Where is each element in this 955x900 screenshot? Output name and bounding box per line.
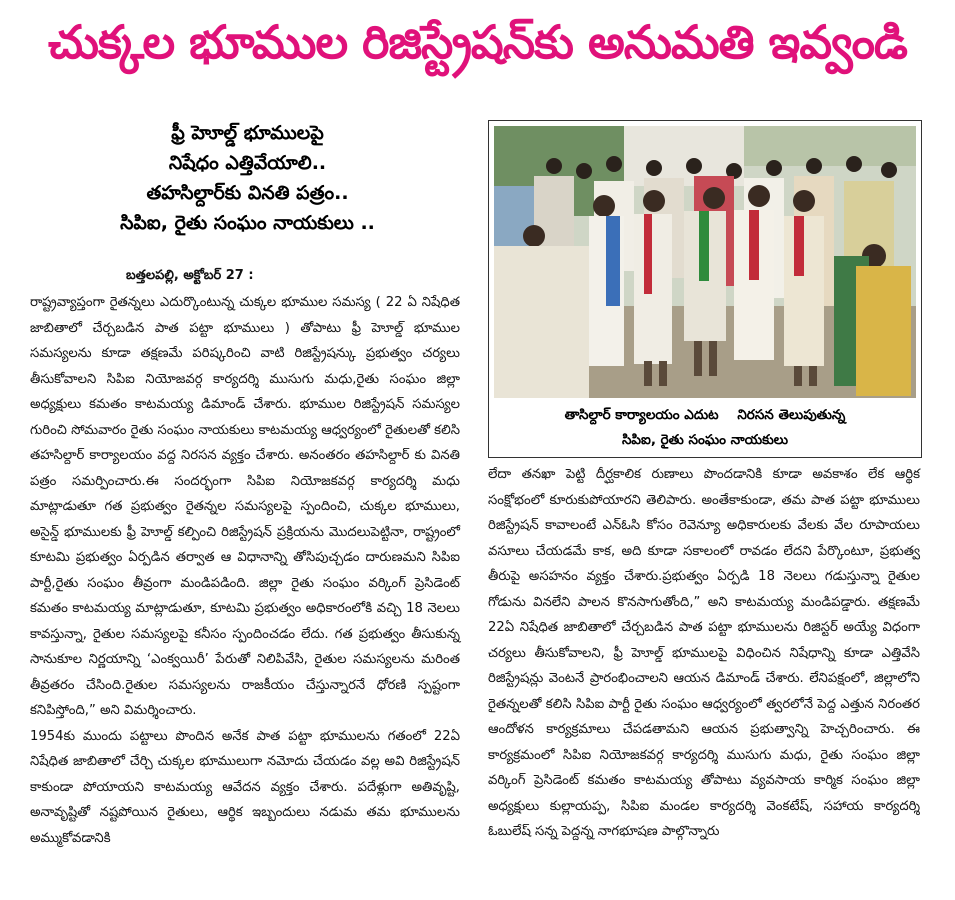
subheadline-4: సిపిఐ, రైతు సంఘం నాయకులు ..	[120, 212, 375, 234]
photo-frame	[488, 120, 922, 458]
subheadline-2: నిషేధం ఎత్తివేయాలి..	[168, 152, 327, 174]
article-paragraph-2: 1954కు ముందు పట్టాలు పొందిన అనేక పాత పట్టా భూములను గతంలో 22ఏ నిషేధిత జాబితాలో చేర్చి చుక్కల భూములుగా నమోదు చేయడం వల్ల అవి రిజిస్ట్రేషన్ కాకుండా పోయాయని కాటమయ్య ఆవేదన వ్యక్తం చేశారు. పదేళ్లుగా అతివృష్టి, అనావృష్టితో నష్టపోయిన రైతులు, ఆర్థిక ఇబ్బందులు నడుమ తమ భూములను అమ్ముకోవడానికి	[30, 728, 460, 846]
dateline: బత్తలపల్లి, అక్టోబర్ 27 :	[126, 268, 254, 283]
photo-caption	[489, 403, 921, 453]
subheadline-3: తహసిల్దార్‌కు వినతి పత్రం..	[146, 182, 349, 204]
caption-line-1: తాసిల్దార్ కార్యాలయం ఎదుట నిరసన తెలుపుతున్న	[564, 407, 846, 423]
article-paragraph-1: రాష్ట్రవ్యాప్తంగా రైతన్నలు ఎదుర్కొంటున్న చుక్కల భూముల సమస్య ( 22 ఏ నిషేధిత జాబితాలో చేర్చబడిన పాత పట్టా భూములు ) తోపాటు ఫ్రీ హెూల్డ్ భూముల సమస్యలను కూడా తక్షణమే పరిష్కరించి వాటి రిజిస్ట్రేషన్కు ప్రభుత్వం చర్యలు తీసుకోవాలని సిపిఐ నియోజవర్గ కార్యదర్శి ముసుగు మధు,రైతు సంఘం జిల్లా అధ్యక్షులు కమతం కాటమయ్య డిమాండ్ చేశారు. భూముల రిజిస్ట్రేషన్ సమస్యల గురించి సోమవారం రైతు సంఘం నాయకులు కాటమయ్య ఆధ్వర్యంలో రైతులతో కలిసి తహసిల్దార్ కార్యాలయం వద్ద నిరసన వ్యక్తం చేశారు. అనంతరం తహసిల్దార్ కు వినతి పత్రం సమర్పించారు.ఈ సందర్భంగా సిపిఐ నియోజకవర్గ కార్యదర్శి మధు మాట్లాడుతూ గత ప్రభుత్వం రైతన్నల సమస్యలపై స్పందించి, చుక్కల భూములు, అసైన్డ్ భూములకు ఫ్రీ హెూల్డ్ కల్పించి రిజిస్ట్రేషన్ ప్రక్రియను మొదలుపెట్టినా, రాష్ట్రంలో కూటమి ప్రభుత్వం ఏర్పడిన తర్వాత ఆ విధానాన్ని తోసిపుచ్చడం దారుణమని సిపిఐ పార్టీ,రైతు సంఘం తీవ్రంగా మండిపడింది. జిల్లా రైతు సంఘం వర్కింగ్ ప్రెసిడెంట్ కమతం కాటమయ్య మాట్లాడుతూ, కూటమి ప్రభుత్వం అధికారంలోకి వచ్చి 18 నెలలు కావస్తున్నా, రైతుల సమస్యలపై కనీసం స్పందించడం లేదు. గత ప్రభుత్వం తీసుకున్న సానుకూల నిర్ణయాన్ని ‘ఎంక్వయిరీ’ పేరుతో నిలిపివేసి, రైతుల సమస్యలను మరింత తీవ్రతరం చేసింది.రైతుల సమస్యలను రాజకీయం చేస్తున్నారనే ధోరణి స్పష్టంగా కనిపిస్తోంది,” అని విమర్శించారు.	[30, 295, 460, 718]
subheadline-1: ఫ్రీ హెూల్డ్ భూములపై	[171, 122, 324, 144]
article-left-column	[30, 290, 460, 851]
article-paragraph-3: లేదా తనఖా పెట్టి దీర్ఘకాలిక రుణాలు పొందడానికి కూడా అవకాశం లేక ఆర్థిక సంక్షోభంలో కూరుకుపోయారని తెలిపారు. అంతేకాకుండా, తమ పాత పట్టా భూములు రిజిస్ట్రేషన్ కావాలంటే ఎన్ఓసి కోసం రెవెన్యూ అధికారులకు వేలకు వేల రూపాయలు వసూలు చేయడమే కాక, అది కూడా సకాలంలో రావడం లేదని పేర్కొంటూ, ప్రభుత్వ తీరుపై అసహనం వ్యక్తం చేశారు.ప్రభుత్వం ఏర్పడి 18 నెలలు గడుస్తున్నా రైతుల గోడును వినలేని పాలన కొనసాగుతోంది,” అని కాటమయ్య మండిపడ్డారు. తక్షణమే 22ఏ నిషేధిత జాబితాలో చేర్చబడిన పాత పట్టా భూములను రిజిస్టర్ అయ్యే విధంగా చర్యలు తీసుకోవాలని, ఫ్రీ హెూల్డ్ భూములపై విధించిన నిషేధాన్ని కూడా ఎత్తివేసి రిజిస్ట్రేషన్లు వెంటనే ప్రారంభించాలని ఆయన డిమాండ్ చేశారు. లేనిపక్షంలో, జిల్లాలోని రైతన్నలతో కలిసి సిపిఐ పార్టీ రైతు సంఘం ఆధ్వర్యంలో త్వరలోనే పెద్ద ఎత్తున నిరంతర ఆందోళన కార్యక్రమాలు చేపడతామని ఆయన ప్రభుత్వాన్ని హెచ్చరించారు. ఈ కార్యక్రమంలో సిపిఐ నియోజకవర్గ కార్యదర్శి ముసుగు మధు, రైతు సంఘం జిల్లా వర్కింగ్ ప్రెసిడెంట్ కమతం కాటమయ్య తోపాటు వ్యవసాయ కార్మిక సంఘం జిల్లా అధ్యక్షులు కుల్లాయప్ప, సిపిఐ మండల కార్యదర్శి వెంకటేష్, సహాయ కార్యదర్శి ఓబులేష్ సన్న పెద్దన్న నాగభూషణ పాల్గొన్నారు	[488, 467, 920, 839]
headline: చుక్కల భూముల రిజిస్ట్రేషన్‌కు అనుమతి ఇవ్వండి	[48, 14, 907, 69]
article-right-column	[488, 462, 920, 845]
protest-photo	[494, 126, 916, 398]
caption-line-2: సిపిఐ, రైతు సంఘం నాయకులు	[621, 432, 789, 448]
subheadlines	[20, 118, 475, 238]
